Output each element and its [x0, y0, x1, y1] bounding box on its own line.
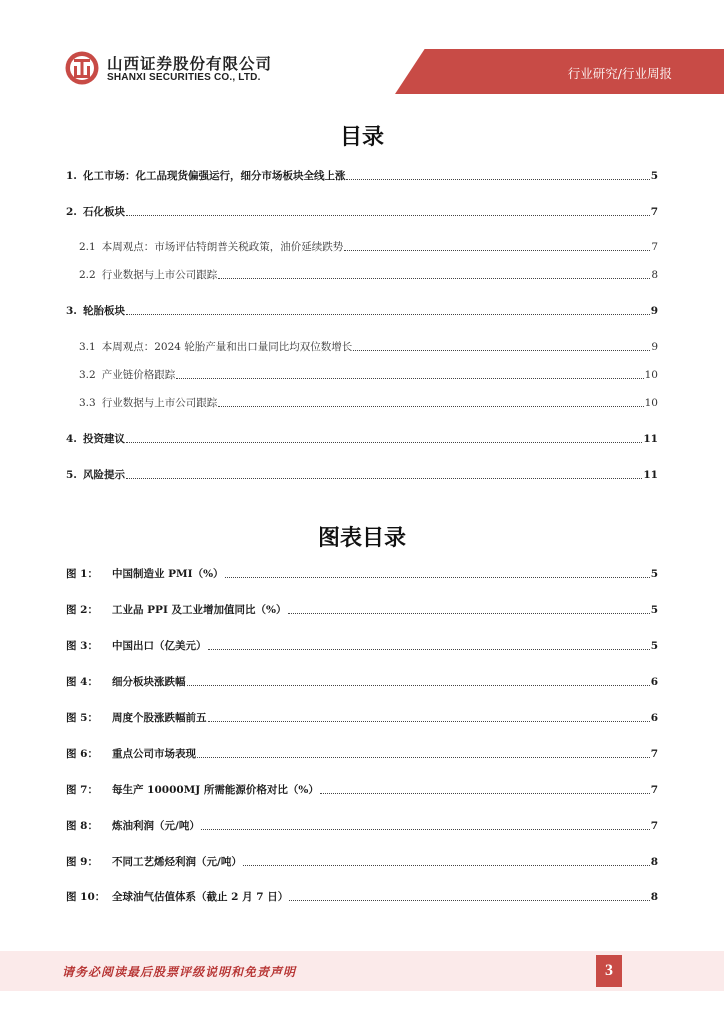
page-header — [0, 0, 724, 100]
toc-entry-label — [79, 368, 175, 382]
figure-entry-label — [66, 711, 207, 725]
figure-entry-page: 7 — [650, 820, 658, 832]
toc-entry-leader — [346, 179, 649, 180]
figure-entry-leader — [208, 649, 650, 650]
figure-entry[interactable] — [66, 603, 658, 617]
company-logo-icon — [64, 50, 100, 86]
toc-entry-leader — [126, 442, 642, 443]
toc-entry[interactable] — [66, 205, 658, 219]
figure-entry-text: 全球油气估值体系（截止 2 月 7 日） — [112, 891, 289, 903]
toc-entry-page: 8 — [651, 269, 658, 281]
figure-entry-label — [66, 855, 242, 869]
toc-entry-text: 轮胎板块 — [82, 305, 125, 317]
figure-entry[interactable] — [66, 855, 658, 869]
figure-entry-leader — [243, 865, 650, 866]
figure-entry-number: 图 2： — [66, 604, 98, 616]
toc-entry-number: 4. — [66, 433, 77, 445]
figure-entry-label — [66, 675, 186, 689]
figure-entry[interactable] — [66, 567, 658, 581]
figure-entry-text: 重点公司市场表现 — [112, 748, 196, 760]
figure-entry-text: 工业品 PPI 及工业增加值同比（%） — [112, 604, 287, 616]
toc-entry-page: 9 — [651, 341, 658, 353]
toc-entry-label — [79, 268, 217, 282]
figure-entry-text: 周度个股涨跌幅前五 — [112, 712, 207, 724]
figure-entry[interactable] — [66, 783, 658, 797]
toc-entry-text: 化工市场：化工品现货偏强运行，细分市场板块全线上涨 — [82, 170, 346, 182]
figure-entry-text: 细分板块涨跌幅 — [112, 676, 186, 688]
figure-entry-text: 不同工艺烯烃利润（元/吨） — [112, 856, 242, 868]
figure-entry-text: 中国制造业 PMI（%） — [112, 568, 224, 580]
toc-entry-page: 11 — [643, 433, 658, 445]
figure-entry-page: 8 — [650, 856, 658, 868]
toc-entry[interactable] — [79, 268, 658, 282]
toc-entry[interactable] — [66, 432, 658, 446]
toc-entry-page: 7 — [650, 206, 658, 218]
toc-entry-leader — [126, 478, 642, 479]
figure-entry-leader — [289, 900, 649, 901]
toc-entry-number: 5. — [66, 469, 77, 481]
figure-entry-label — [66, 783, 319, 797]
toc-entry-label — [66, 169, 345, 183]
figure-entry-text: 中国出口（亿美元） — [112, 640, 207, 652]
toc-entry-leader — [218, 406, 643, 407]
company-name-en: SHANXI SECURITIES CO., LTD. — [107, 72, 261, 83]
figure-entry-page: 7 — [650, 784, 658, 796]
figure-entry-label — [66, 639, 207, 653]
company-name-cn: 山西证券股份有限公司 — [107, 55, 273, 73]
toc-entry-text: 石化板块 — [82, 206, 125, 218]
toc-entry-label — [79, 240, 343, 254]
toc-entry[interactable] — [66, 169, 658, 183]
figure-entry-leader — [197, 757, 650, 758]
toc-entry-page: 10 — [644, 369, 658, 381]
toc-entry-leader — [126, 215, 650, 216]
toc-entry[interactable] — [79, 396, 658, 410]
toc-entry-leader — [126, 314, 650, 315]
toc-entry-number: 3.3 — [79, 397, 96, 409]
figure-entry-number: 图 1： — [66, 568, 98, 580]
figure-entry-number: 图 10： — [66, 891, 106, 903]
figure-entry[interactable] — [66, 819, 658, 833]
disclaimer-text: 请务必阅读最后股票评级说明和免责声明 — [62, 965, 297, 979]
figure-entry-page: 6 — [650, 676, 658, 688]
figure-entry-leader — [187, 685, 650, 686]
toc-entry-label — [66, 468, 125, 482]
toc-entry[interactable] — [79, 340, 658, 354]
figure-entry-number: 图 6： — [66, 748, 98, 760]
figure-entry-label — [66, 747, 196, 761]
toc-entry[interactable] — [79, 368, 658, 382]
toc-entry-number: 2. — [66, 206, 77, 218]
figure-entry-page: 5 — [650, 568, 658, 580]
figure-entry-number: 图 8： — [66, 820, 98, 832]
toc-entry-page: 9 — [650, 305, 658, 317]
figure-entry-page: 8 — [650, 891, 658, 903]
figure-entry-label — [66, 890, 288, 904]
toc-entry-label — [79, 340, 352, 354]
toc-entry-text: 风险提示 — [82, 469, 125, 481]
toc-entry-page: 7 — [651, 241, 658, 253]
figure-entry[interactable] — [66, 890, 658, 904]
figures-title: 图表目录 — [317, 526, 406, 551]
toc-entry-label — [66, 205, 125, 219]
toc-entry[interactable] — [79, 240, 658, 254]
figure-entry[interactable] — [66, 675, 658, 689]
figure-entry-page: 5 — [650, 604, 658, 616]
toc-entry-text: 行业数据与上市公司跟踪 — [101, 397, 218, 409]
toc-entry-label — [79, 396, 217, 410]
page-number: 3 — [596, 955, 622, 987]
toc-entry-number: 3. — [66, 305, 77, 317]
figure-entry[interactable] — [66, 639, 658, 653]
figure-entry-number: 图 3： — [66, 640, 98, 652]
figure-entry-leader — [225, 577, 650, 578]
figure-entry-page: 7 — [650, 748, 658, 760]
figure-entry-leader — [201, 829, 650, 830]
figure-entry[interactable] — [66, 711, 658, 725]
toc-entry-number: 2.2 — [79, 269, 96, 281]
figure-entry-text: 每生产 10000MJ 所需能源价格对比（%） — [112, 784, 319, 796]
toc-entry-leader — [344, 250, 650, 251]
figure-entry-text: 炼油利润（元/吨） — [112, 820, 200, 832]
figure-entry-page: 6 — [650, 712, 658, 724]
figure-entry-leader — [208, 721, 650, 722]
toc-entry-page: 10 — [644, 397, 658, 409]
toc-entry-label — [66, 432, 125, 446]
report-category: 行业研究/行业周报 — [567, 66, 672, 81]
toc-entry-page: 5 — [650, 170, 658, 182]
toc-entry-text: 本周观点：市场评估特朗普关税政策，油价延续跌势 — [101, 241, 344, 253]
toc-entry-leader — [176, 378, 643, 379]
toc-entry-label — [66, 304, 125, 318]
toc-entry-page: 11 — [643, 469, 658, 481]
figure-entry[interactable] — [66, 747, 658, 761]
figure-entry-page: 5 — [650, 640, 658, 652]
toc-entry-number: 2.1 — [79, 241, 96, 253]
toc-entry-text: 投资建议 — [82, 433, 125, 445]
toc-entry[interactable] — [66, 468, 658, 482]
toc-entry-text: 行业数据与上市公司跟踪 — [101, 269, 218, 281]
figure-entry-number: 图 7： — [66, 784, 98, 796]
toc-entry-text: 本周观点：2024 轮胎产量和出口量同比均双位数增长 — [101, 341, 353, 353]
figure-entry-number: 图 5： — [66, 712, 98, 724]
figure-entry-label — [66, 819, 200, 833]
toc-entry-leader — [218, 278, 650, 279]
toc-entry-text: 产业链价格跟踪 — [101, 369, 176, 381]
figure-entry-number: 图 4： — [66, 676, 98, 688]
toc-entry-number: 3.2 — [79, 369, 96, 381]
figure-entry-number: 图 9： — [66, 856, 98, 868]
figure-entry-label — [66, 567, 224, 581]
toc-title: 目录 — [339, 125, 384, 150]
figure-entry-leader — [320, 793, 650, 794]
category-banner — [395, 49, 724, 94]
toc-entry-number: 1. — [66, 170, 77, 182]
figure-entry-label — [66, 603, 287, 617]
toc-entry-leader — [353, 350, 650, 351]
figure-entry-leader — [288, 613, 650, 614]
toc-entry-number: 3.1 — [79, 341, 96, 353]
toc-entry[interactable] — [66, 304, 658, 318]
